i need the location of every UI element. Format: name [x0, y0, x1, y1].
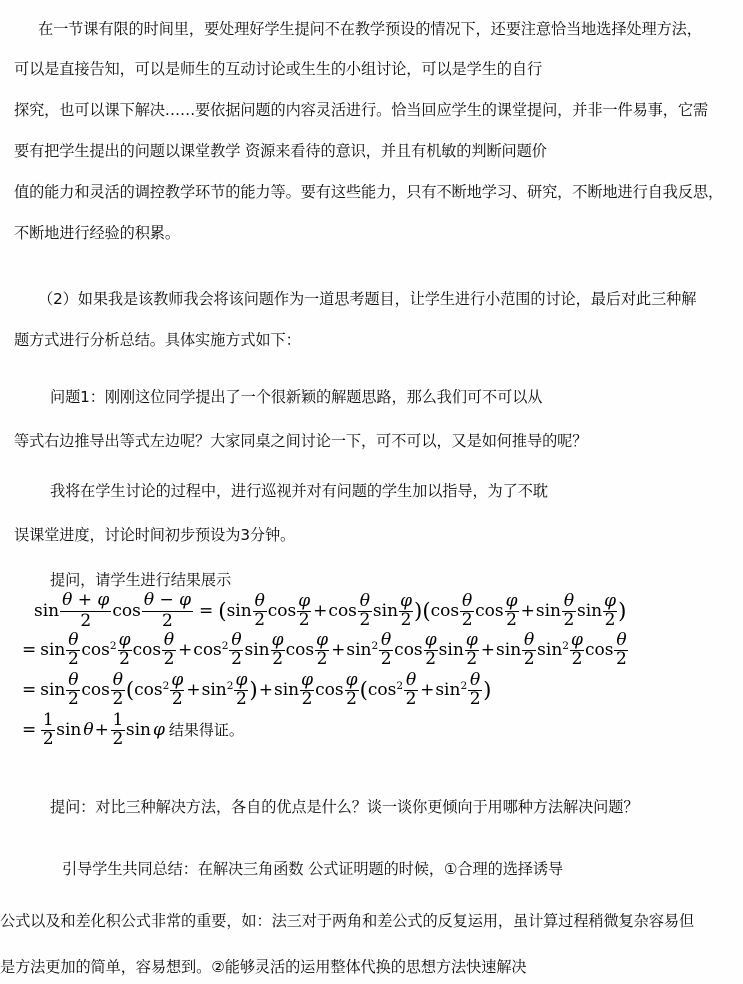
formula-derivation-block — [0, 592, 743, 752]
paragraph-line: 引导学生共同总结：在解决三角函数 公式证明题的时候，①合理的选择诱导 — [62, 860, 564, 878]
fn-sin: sin — [56, 719, 82, 740]
plus-sign: + — [178, 639, 193, 660]
paren-close: ) — [618, 598, 627, 624]
plus-sign: + — [186, 679, 201, 700]
formula-line-3 — [0, 672, 743, 712]
fn-cos: cos — [134, 679, 163, 700]
plus-sign: + — [258, 679, 273, 700]
variable-phi: φ — [153, 719, 165, 740]
fn-sin: sin — [346, 639, 372, 660]
fn-sin: sin — [535, 600, 561, 621]
fraction: $\frac{1}{2}$ — [42, 710, 54, 749]
fraction: $\frac{\theta}{2}$ — [523, 630, 535, 669]
formula-line-4 — [0, 712, 743, 752]
fraction: $\frac{\theta}{2}$ — [112, 670, 124, 709]
variable-theta: θ — [83, 719, 94, 740]
plus-sign: + — [331, 639, 346, 660]
plus-sign: + — [420, 679, 435, 700]
fraction: $\frac{\theta}{2}$ — [469, 670, 481, 709]
paragraph-line: 公式以及和差化积公式非常的重要，如：法三对于两角和差公式的反复运用，虽计算过程稍微复杂容易但 — [0, 912, 695, 930]
fn-cos: cos — [584, 639, 614, 660]
fraction: $\frac{\varphi}{2}$ — [171, 670, 184, 709]
exponent: 2 — [162, 680, 170, 693]
fn-sin: sin — [244, 639, 270, 660]
fn-cos: cos — [81, 639, 110, 660]
paren-close: ) — [249, 677, 258, 703]
fraction: $\frac{\varphi}{2}$ — [298, 591, 311, 630]
equals-sign: = — [22, 719, 37, 740]
plus-sign: + — [313, 600, 328, 621]
plus-sign: + — [94, 719, 109, 740]
formula-line-2 — [0, 632, 743, 672]
paren-open: ( — [359, 677, 368, 703]
fn-cos: cos — [430, 600, 460, 621]
fn-cos: cos — [394, 639, 423, 660]
fn-sin: sin — [34, 600, 60, 621]
equals-sign: = — [199, 600, 214, 621]
fn-sin: sin — [125, 719, 151, 740]
paragraph-line: 误课堂进度，讨论时间初步预设为3分钟。 — [14, 526, 296, 544]
fraction: $\frac{\theta}{2}$ — [616, 630, 627, 669]
fn-cos: cos — [112, 600, 141, 621]
formula-line-1 — [0, 592, 743, 632]
paren-open: ( — [125, 677, 135, 703]
fraction: $\frac{1}{2}$ — [112, 710, 124, 749]
paragraph-line: 要有把学生提出的问题以课堂教学 资源来看待的意识，并且有机敏的判断问题价 — [14, 142, 547, 160]
exponent: 2 — [109, 640, 117, 653]
fn-sin: sin — [40, 639, 66, 660]
paren-open: ( — [422, 598, 431, 624]
fraction: $\frac{\theta}{2}$ — [231, 630, 242, 669]
exponent: 2 — [221, 640, 229, 653]
paragraph-line: 可以是直接告知，可以是师生的互动讨论或生生的小组讨论，可以是学生的自行 — [14, 60, 543, 78]
paragraph-line: 在一节课有限的时间里，要处理好学生提问不在教学预设的情况下，还要注意恰当地选择处理方法， — [38, 20, 702, 38]
fn-cos: cos — [315, 679, 344, 700]
fraction: $\frac{\varphi}{2}$ — [235, 670, 248, 709]
fn-sin: sin — [40, 679, 66, 700]
fn-cos: cos — [328, 600, 357, 621]
fraction: $\frac{\varphi}{2}$ — [271, 630, 284, 669]
fn-sin: sin — [537, 639, 563, 660]
fraction: $\frac{\theta}{2}$ — [359, 591, 371, 630]
fn-cos: cos — [132, 639, 162, 660]
paragraph-line: 值的能力和灵活的调控教学环节的能力等。要有这些能力，只有不断地学习、研究，不断地进行自我反思， — [14, 183, 724, 201]
paragraph-line: 等式右边推导出等式左边呢？大家同桌之间讨论一下，可不可以，又是如何推导的呢？ — [14, 432, 588, 450]
fraction: $\frac{\varphi}{2}$ — [400, 591, 412, 630]
fraction: $\frac{\varphi}{2}$ — [571, 630, 583, 669]
fn-cos: cos — [267, 600, 297, 621]
exponent: 2 — [460, 680, 468, 693]
paren-open: ( — [218, 598, 227, 624]
equals-sign: = — [22, 679, 37, 700]
paragraph-line: 不断地进行经验的积累。 — [14, 224, 180, 242]
fn-sin: sin — [435, 679, 461, 700]
paragraph-line: （2）如果我是该教师我会将该问题作为一道思考题目，让学生进行小范围的讨论，最后对此三种解 — [38, 290, 697, 308]
plus-sign: + — [520, 600, 535, 621]
fraction: $\frac{\theta}{2}$ — [380, 630, 392, 669]
fn-sin: sin — [201, 679, 227, 700]
fn-cos: cos — [193, 639, 222, 660]
fn-sin: sin — [438, 639, 464, 660]
paragraph-line: 探究，也可以课下解决……要依据问题的内容灵活进行。恰当回应学生的课堂提问，并非一件易事，它需 — [14, 101, 709, 119]
fraction: $\frac{\varphi}{2}$ — [505, 591, 518, 630]
paragraph-line: 我将在学生讨论的过程中，进行巡视并对有问题的学生加以指导，为了不耽 — [50, 482, 548, 500]
fn-sin: sin — [372, 600, 399, 621]
fraction: $\frac{\theta}{2}$ — [563, 591, 575, 630]
paragraph-line: 提问，请学生进行结果展示 — [50, 571, 232, 589]
fraction: $\frac{\theta}{2}$ — [405, 670, 417, 709]
fraction: $\frac{\theta}{2}$ — [67, 670, 79, 709]
fn-sin: sin — [576, 600, 603, 621]
exponent: 2 — [562, 640, 569, 653]
formula-conclusion-text: 结果得证。 — [168, 720, 244, 739]
fraction: $\frac{\varphi}{2}$ — [316, 630, 329, 669]
exponent: 2 — [396, 680, 404, 693]
fn-sin: sin — [496, 639, 522, 660]
fraction: $\frac{\theta + \varphi}{2}$ — [62, 590, 110, 631]
plus-sign: + — [480, 639, 496, 660]
fraction: $\frac{\theta}{2}$ — [461, 591, 473, 630]
fn-cos: cos — [367, 679, 397, 700]
paragraph-line: 提问：对比三种解决方法，各自的优点是什么？谈一谈你更倾向于用哪种方法解决问题？ — [50, 798, 639, 816]
paren-close: ) — [483, 677, 492, 703]
paragraph-line: 问题1：刚刚这位同学提出了一个很新颖的解题思路，那么我们可不可以从 — [50, 388, 543, 406]
fn-cos: cos — [475, 600, 504, 621]
fraction: $\frac{\varphi}{2}$ — [345, 670, 358, 709]
fraction: $\frac{\theta}{2}$ — [254, 591, 266, 630]
fn-cos: cos — [285, 639, 315, 660]
fraction: $\frac{\varphi}{2}$ — [424, 630, 437, 669]
paragraph-line: 题方式进行分析总结。具体实施方式如下： — [14, 331, 301, 349]
fn-cos: cos — [81, 679, 110, 700]
exponent: 2 — [371, 640, 379, 653]
fn-sin: sin — [226, 600, 252, 621]
paren-close: ) — [414, 598, 423, 624]
fraction: $\frac{\theta - \varphi}{2}$ — [143, 590, 192, 631]
fraction: $\frac{\varphi}{2}$ — [465, 630, 478, 669]
equals-sign: = — [22, 639, 37, 660]
fraction: $\frac{\theta}{2}$ — [67, 630, 79, 669]
fraction: $\frac{\varphi}{2}$ — [301, 670, 314, 709]
fraction: $\frac{\varphi}{2}$ — [118, 630, 131, 669]
fn-sin: sin — [273, 679, 300, 700]
fraction: $\frac{\varphi}{2}$ — [604, 591, 617, 630]
exponent: 2 — [226, 680, 234, 693]
paragraph-line: 是方法更加的简单，容易想到。②能够灵活的运用整体代换的思想方法快速解决 — [0, 958, 527, 976]
fraction: $\frac{\theta}{2}$ — [163, 630, 175, 669]
